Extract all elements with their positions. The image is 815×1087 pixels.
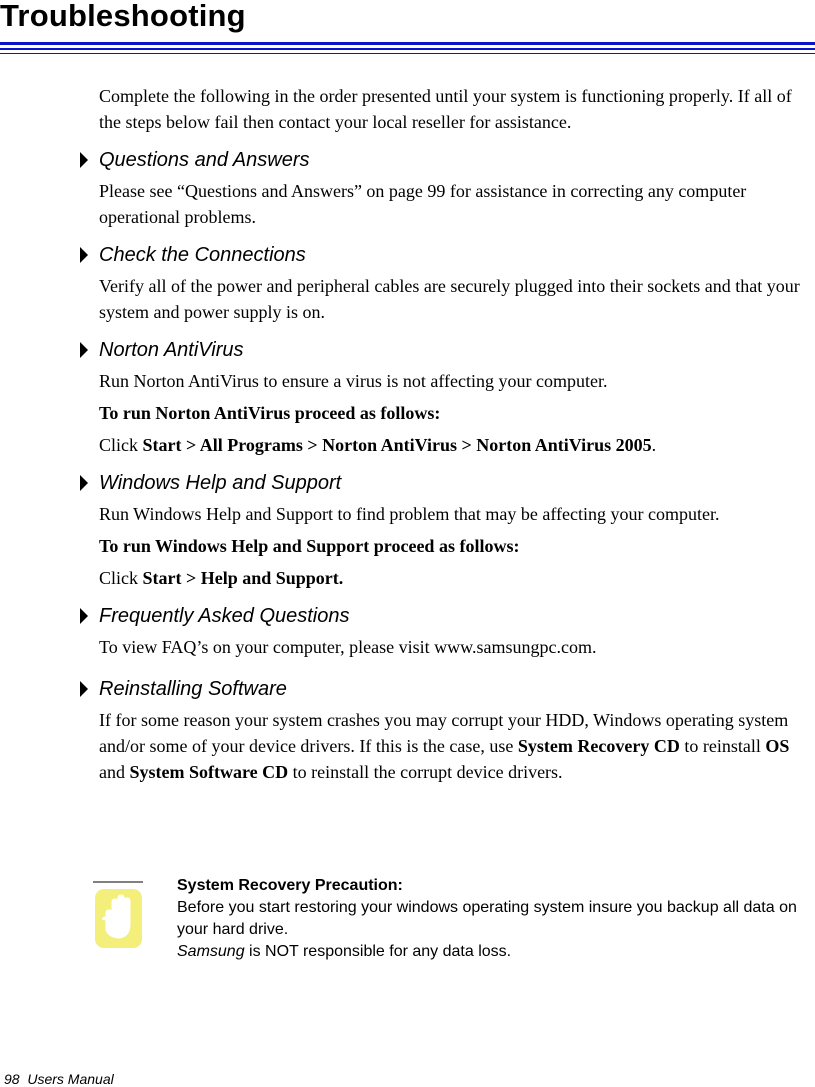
intro-paragraph: Complete the following in the order presented until your system is functioning properly. If all of the steps below fail then contact your local reseller for assistance.	[99, 86, 792, 132]
title-rule	[0, 42, 815, 56]
section-norton-antivirus	[99, 336, 815, 458]
text-run: and	[99, 762, 130, 782]
main-content	[99, 83, 815, 785]
title-rule-line	[0, 42, 815, 45]
section-heading-text: Frequently Asked Questions	[99, 605, 350, 627]
section-heading-text: Reinstalling Software	[99, 678, 287, 700]
note-title: System Recovery Precaution:	[177, 877, 403, 894]
triangle-right-icon	[80, 475, 88, 491]
section-heading-text: Norton AntiVirus	[99, 339, 244, 361]
manual-title: Users Manual	[27, 1071, 114, 1087]
title-rule-line	[0, 53, 815, 54]
section-heading-text: Check the Connections	[99, 244, 306, 266]
menu-path: Start > Help and Support.	[142, 568, 344, 588]
section-heading-text: Windows Help and Support	[99, 472, 342, 494]
hand-stop-icon	[93, 880, 145, 950]
precaution-note	[93, 877, 815, 970]
triangle-right-icon	[80, 152, 88, 168]
page-footer	[4, 1071, 114, 1087]
section-heading	[99, 469, 815, 497]
bold-term: System Recovery CD	[517, 736, 680, 756]
click-prefix: Click	[99, 568, 143, 588]
page-number: 98	[4, 1071, 20, 1087]
section-windows-help	[99, 469, 815, 591]
note-line: Before you start restoring your windows operating system insure you backup all data on your hard drive.	[177, 899, 797, 938]
page-title: Troubleshooting	[0, 0, 246, 33]
note-line	[177, 941, 815, 963]
section-text: Please see “Questions and Answers” on page 99 for assistance in correcting any computer operational problems.	[99, 181, 747, 227]
title-rule-line	[0, 48, 815, 50]
menu-path: Start > All Programs > Norton AntiVirus > Norton AntiVirus 2005	[142, 435, 652, 455]
section-reinstalling-software	[99, 675, 815, 785]
procedure-title: To run Norton AntiVirus proceed as follows:	[99, 403, 441, 423]
section-check-connections	[99, 241, 815, 325]
section-heading	[99, 241, 815, 269]
triangle-right-icon	[80, 608, 88, 624]
section-text: To view FAQ’s on your computer, please visit www.samsungpc.com.	[99, 637, 597, 657]
note-text	[177, 875, 815, 963]
procedure-step	[99, 565, 815, 591]
text-run: to reinstall	[679, 736, 766, 756]
section-heading-text: Questions and Answers	[99, 149, 310, 171]
bold-term: System Software CD	[129, 762, 289, 782]
section-heading	[99, 146, 815, 174]
note-line-rest: is NOT responsible for any data loss.	[244, 943, 512, 960]
triangle-right-icon	[80, 681, 88, 697]
section-faq	[99, 602, 815, 660]
click-suffix: .	[651, 435, 657, 455]
procedure-title: To run Windows Help and Support proceed as follows:	[99, 536, 520, 556]
brand-name: Samsung	[177, 943, 245, 960]
click-prefix: Click	[99, 435, 143, 455]
procedure-step	[99, 432, 815, 458]
section-heading	[99, 336, 815, 364]
text-run: If for some reason your system crashes you may corrupt your HDD, Windows operating system and/or some of your device drivers. If this is the case, use	[99, 710, 789, 756]
bold-term: OS	[765, 736, 790, 756]
triangle-right-icon	[80, 247, 88, 263]
section-questions-answers	[99, 146, 815, 230]
section-heading	[99, 602, 815, 630]
section-heading	[99, 675, 815, 703]
section-text	[99, 707, 815, 785]
section-text: Run Windows Help and Support to find problem that may be affecting your computer.	[99, 504, 720, 524]
triangle-right-icon	[80, 342, 88, 358]
section-text: Verify all of the power and peripheral cables are securely plugged into their sockets and that your system and power supply is on.	[99, 276, 800, 322]
section-text: Run Norton AntiVirus to ensure a virus is not affecting your computer.	[99, 371, 608, 391]
text-run: to reinstall the corrupt device drivers.	[288, 762, 563, 782]
